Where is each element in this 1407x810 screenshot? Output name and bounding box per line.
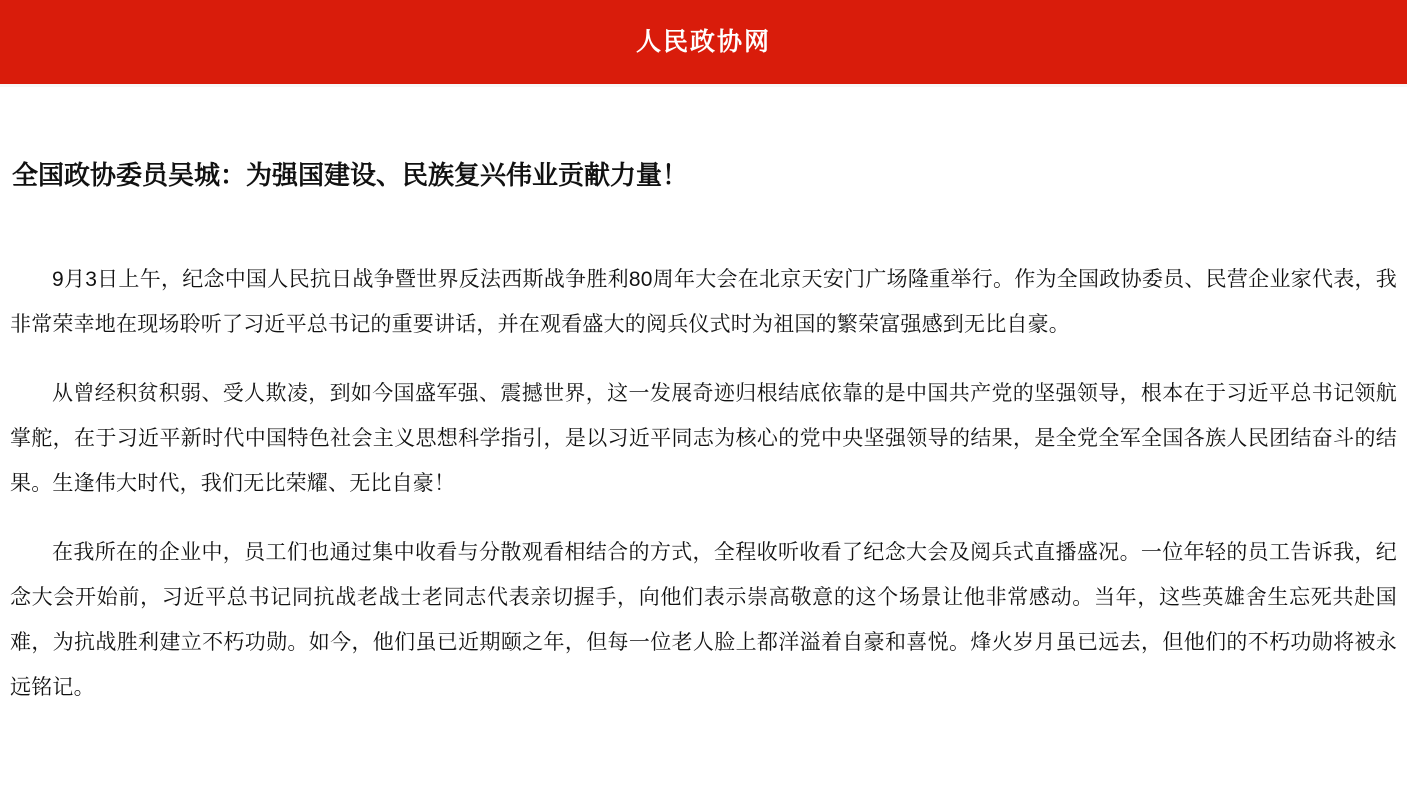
article-container (0, 87, 1407, 740)
article-paragraph: 9月3日上午，纪念中国人民抗日战争暨世界反法西斯战争胜利80周年大会在北京天安门广场隆重举行。作为全国政协委员、民营企业家代表，我非常荣幸地在现场聆听了习近平总书记的重要讲话，并在观看盛大的阅兵仪式时为祖国的繁荣富强感到无比自豪。 (10, 267, 1397, 336)
site-title: 人民政协网 (635, 27, 771, 56)
article-title: 全国政协委员吴城：为强国建设、民族复兴伟业贡献力量！ (12, 160, 689, 190)
article-paragraph: 在我所在的企业中，员工们也通过集中收看与分散观看相结合的方式，全程收听收看了纪念大会及阅兵式直播盛况。一位年轻的员工告诉我，纪念大会开始前，习近平总书记同抗战老战士老同志代表亲切握手，向他们表示崇高敬意的这个场景让他非常感动。当年，这些英雄舍生忘死共赴国难，为抗战胜利建立不朽功勋。如今，他们虽已近期颐之年，但每一位老人脸上都洋溢着自豪和喜悦。烽火岁月虽已远去，但他们的不朽功勋将被永远铭记。 (10, 540, 1397, 699)
article-body (10, 257, 1397, 710)
article-paragraph: 从曾经积贫积弱、受人欺凌，到如今国盛军强、震撼世界，这一发展奇迹归根结底依靠的是中国共产党的坚强领导，根本在于习近平总书记领航掌舵，在于习近平新时代中国特色社会主义思想科学指引，是以习近平同志为核心的党中央坚强领导的结果，是全党全军全国各族人民团结奋斗的结果。生逢伟大时代，我们无比荣耀、无比自豪！ (10, 381, 1397, 495)
site-header (0, 0, 1407, 84)
